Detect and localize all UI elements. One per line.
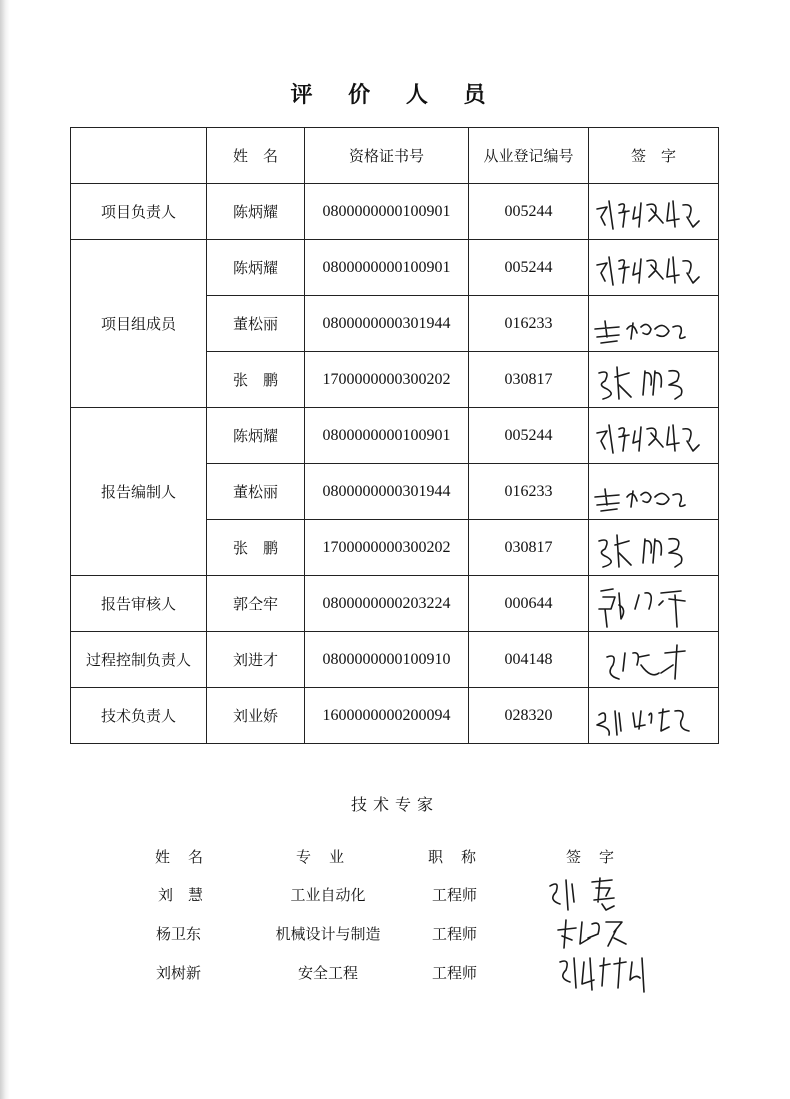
signature-chen-bingyao xyxy=(589,411,707,461)
reg-cell: 000644 xyxy=(469,576,589,632)
reg-cell: 005244 xyxy=(469,240,589,296)
expert-title: 工程师 xyxy=(432,925,478,943)
name-cell: 陈炳耀 xyxy=(207,408,305,464)
expert-specialty: 工业自动化 xyxy=(290,886,366,904)
table-header-row xyxy=(71,128,719,184)
reg-cell: 004148 xyxy=(469,632,589,688)
cert-cell: 0800000000203224 xyxy=(305,576,469,632)
name-cell: 张 鹏 xyxy=(207,520,305,576)
signature-liu-jincai xyxy=(589,635,707,685)
table-row xyxy=(71,576,719,632)
table-row xyxy=(71,688,719,744)
cert-cell: 1700000000300202 xyxy=(305,520,469,576)
signature-dong-songli xyxy=(589,467,707,517)
page-title: 评 价 人 员 xyxy=(290,82,500,108)
header-cert: 资格证书号 xyxy=(305,128,469,184)
name-cell: 郭仝牢 xyxy=(207,576,305,632)
header-reg: 从业登记编号 xyxy=(469,128,589,184)
role-cell: 项目组成员 xyxy=(71,240,207,408)
signature-guo-tonglao xyxy=(589,579,707,629)
reg-cell: 016233 xyxy=(469,464,589,520)
expert-title: 工程师 xyxy=(432,964,478,982)
signature-cell xyxy=(589,688,719,744)
table-row xyxy=(71,632,719,688)
expert-name: 刘树新 xyxy=(156,964,202,982)
signature-zhang-peng xyxy=(589,355,707,405)
signature-cell xyxy=(589,296,719,352)
cert-cell: 1700000000300202 xyxy=(305,352,469,408)
scan-edge-shadow xyxy=(0,0,10,1099)
expert-name: 杨卫东 xyxy=(156,925,202,943)
expert-name: 刘 慧 xyxy=(158,886,204,904)
role-cell: 项目负责人 xyxy=(71,184,207,240)
expert-specialty: 安全工程 xyxy=(297,964,358,982)
cert-cell: 0800000000301944 xyxy=(305,464,469,520)
name-cell: 董松丽 xyxy=(207,296,305,352)
signature-liu-yejiao xyxy=(589,691,707,741)
signature-cell xyxy=(589,240,719,296)
cert-cell: 0800000000100901 xyxy=(305,408,469,464)
reg-cell: 030817 xyxy=(469,352,589,408)
role-cell: 报告审核人 xyxy=(71,576,207,632)
expert-header-title: 职称 xyxy=(428,848,495,866)
signature-cell xyxy=(589,520,719,576)
role-cell: 报告编制人 xyxy=(71,408,207,576)
signature-zhang-peng xyxy=(589,523,707,573)
table-row xyxy=(71,184,719,240)
reg-cell: 028320 xyxy=(469,688,589,744)
experts-title: 技术专家 xyxy=(350,795,439,814)
reg-cell: 016233 xyxy=(469,296,589,352)
name-cell: 陈炳耀 xyxy=(207,240,305,296)
reg-cell: 030817 xyxy=(469,520,589,576)
name-cell: 张 鹏 xyxy=(207,352,305,408)
signature-cell xyxy=(589,576,719,632)
expert-header-name: 姓名 xyxy=(155,848,222,866)
expert-header-specialty: 专业 xyxy=(296,848,363,866)
cert-cell: 0800000000100901 xyxy=(305,240,469,296)
expert-title: 工程师 xyxy=(432,886,478,904)
reg-cell: 005244 xyxy=(469,184,589,240)
signature-cell xyxy=(589,184,719,240)
role-cell: 技术负责人 xyxy=(71,688,207,744)
signature-liu-shuxin xyxy=(550,948,668,994)
cert-cell: 0800000000100901 xyxy=(305,184,469,240)
signature-cell xyxy=(589,632,719,688)
cert-cell: 1600000000200094 xyxy=(305,688,469,744)
signature-chen-bingyao xyxy=(589,243,707,293)
signature-cell xyxy=(589,352,719,408)
header-blank xyxy=(71,128,207,184)
signature-cell xyxy=(589,464,719,520)
header-sign: 签 字 xyxy=(589,128,719,184)
table-row xyxy=(71,408,719,464)
signature-chen-bingyao xyxy=(589,187,707,237)
header-name: 姓 名 xyxy=(207,128,305,184)
cert-cell: 0800000000301944 xyxy=(305,296,469,352)
name-cell: 刘业娇 xyxy=(207,688,305,744)
role-cell: 过程控制负责人 xyxy=(71,632,207,688)
reg-cell: 005244 xyxy=(469,408,589,464)
name-cell: 陈炳耀 xyxy=(207,184,305,240)
name-cell: 董松丽 xyxy=(207,464,305,520)
signature-cell xyxy=(589,408,719,464)
signature-yang-weidong xyxy=(548,910,658,952)
evaluators-table xyxy=(70,127,719,744)
expert-specialty: 机械设计与制造 xyxy=(275,925,381,943)
table-row xyxy=(71,240,719,296)
signature-liu-hui xyxy=(540,872,650,914)
cert-cell: 0800000000100910 xyxy=(305,632,469,688)
name-cell: 刘进才 xyxy=(207,632,305,688)
expert-header-sign: 签字 xyxy=(566,848,633,866)
signature-dong-songli xyxy=(589,299,707,349)
